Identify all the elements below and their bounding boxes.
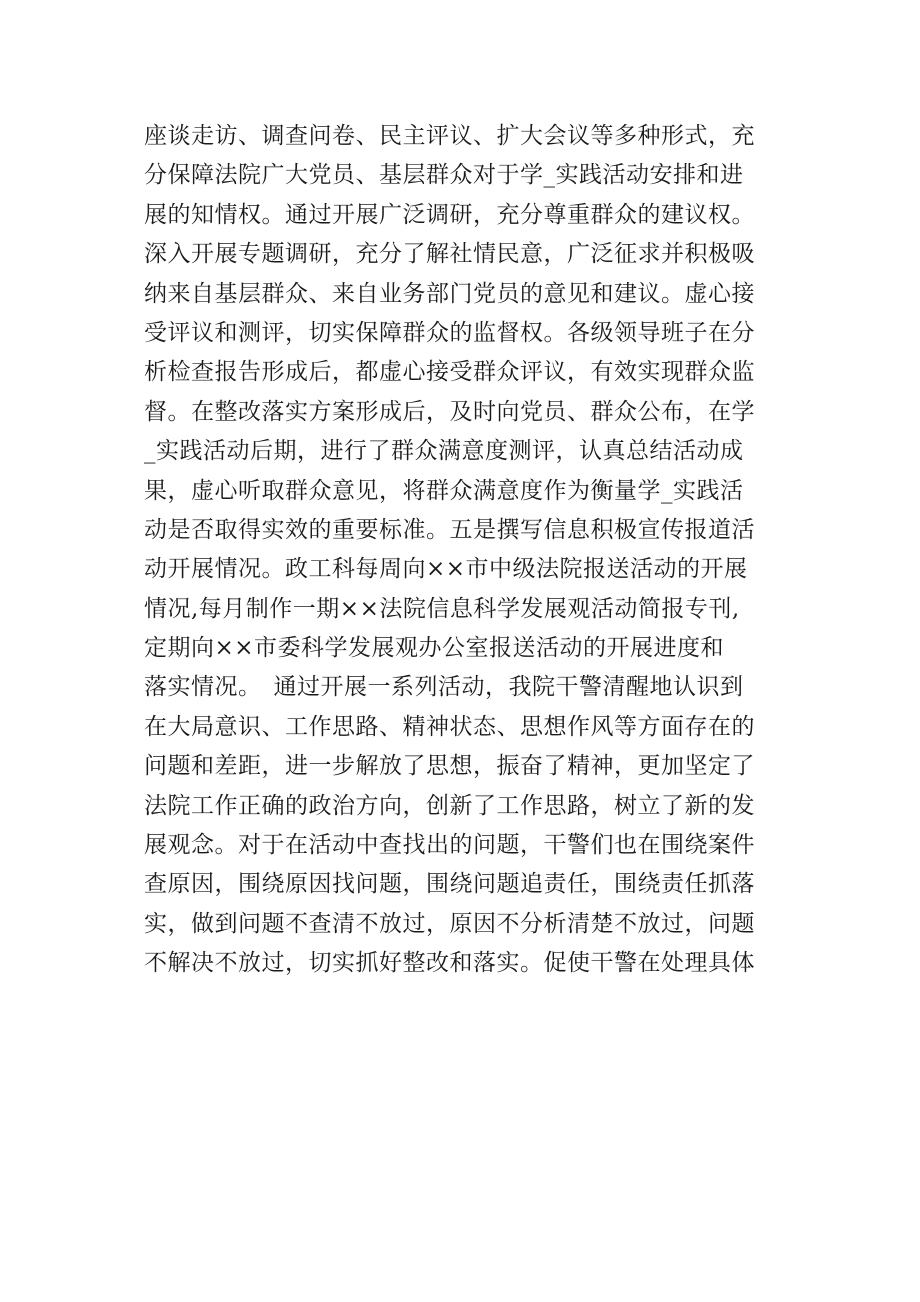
text-line: 督。在整改落实方案形成后，及时向党员、群众公布，在学 [144,398,755,425]
text-line: 展观念。对于在活动中查找出的问题，干警们也在围绕案件 [144,832,755,859]
text-line: _实践活动后期，进行了群众满意度测评，认真总结活动成 [144,438,744,465]
body-text [144,117,784,984]
text-line: 动开展情况。政工科每周向××市中级法院报送活动的开展 [144,556,748,583]
text-line: 实，做到问题不查清不放过，原因不分析清楚不放过，问题 [144,910,755,937]
text-line: 析检查报告形成后，都虚心接受群众评议，有效实现群众监 [144,359,755,386]
text-line: 情况,每月制作一期××法院信息科学发展观活动简报专刊, [144,595,740,622]
text-line: 定期向××市委科学发展观办公室报送活动的开展进度和 [144,635,725,662]
text-line: 不解决不放过，切实抓好整改和落实。促使干警在处理具体 [144,950,755,977]
text-line: 法院工作正确的政治方向，创新了工作思路，树立了新的发 [144,792,755,819]
text-line: 展的知情权。通过开展广泛调研，充分尊重群众的建议权。 [144,201,755,228]
text-line: 问题和差距，进一步解放了思想，振奋了精神，更加坚定了 [144,753,755,780]
text-line: 果，虚心听取群众意见，将群众满意度作为衡量学_实践活 [144,477,744,504]
text-line: 座谈走访、调查问卷、民主评议、扩大会议等多种形式，充 [144,123,755,149]
text-line: 在大局意识、工作思路、精神状态、思想作风等方面存在的 [144,713,755,740]
text-line: 受评议和测评，切实保障群众的监督权。各级领导班子在分 [144,319,755,346]
text-line: 纳来自基层群众、来自业务部门党员的意见和建议。虚心接 [144,280,755,307]
text-line: 动是否取得实效的重要标准。五是撰写信息积极宣传报道活 [144,516,755,543]
text-line: 分保障法院广大党员、基层群众对于学_实践活动安排和进 [144,162,744,189]
text-line: 查原因，围绕原因找问题，围绕问题追责任，围绕责任抓落 [144,871,755,898]
text-line: 深入开展专题调研，充分了解社情民意，广泛征求并积极吸 [144,241,755,268]
text-line: 落实情况。 通过开展一系列活动，我院干警清醒地认识到 [144,674,744,701]
